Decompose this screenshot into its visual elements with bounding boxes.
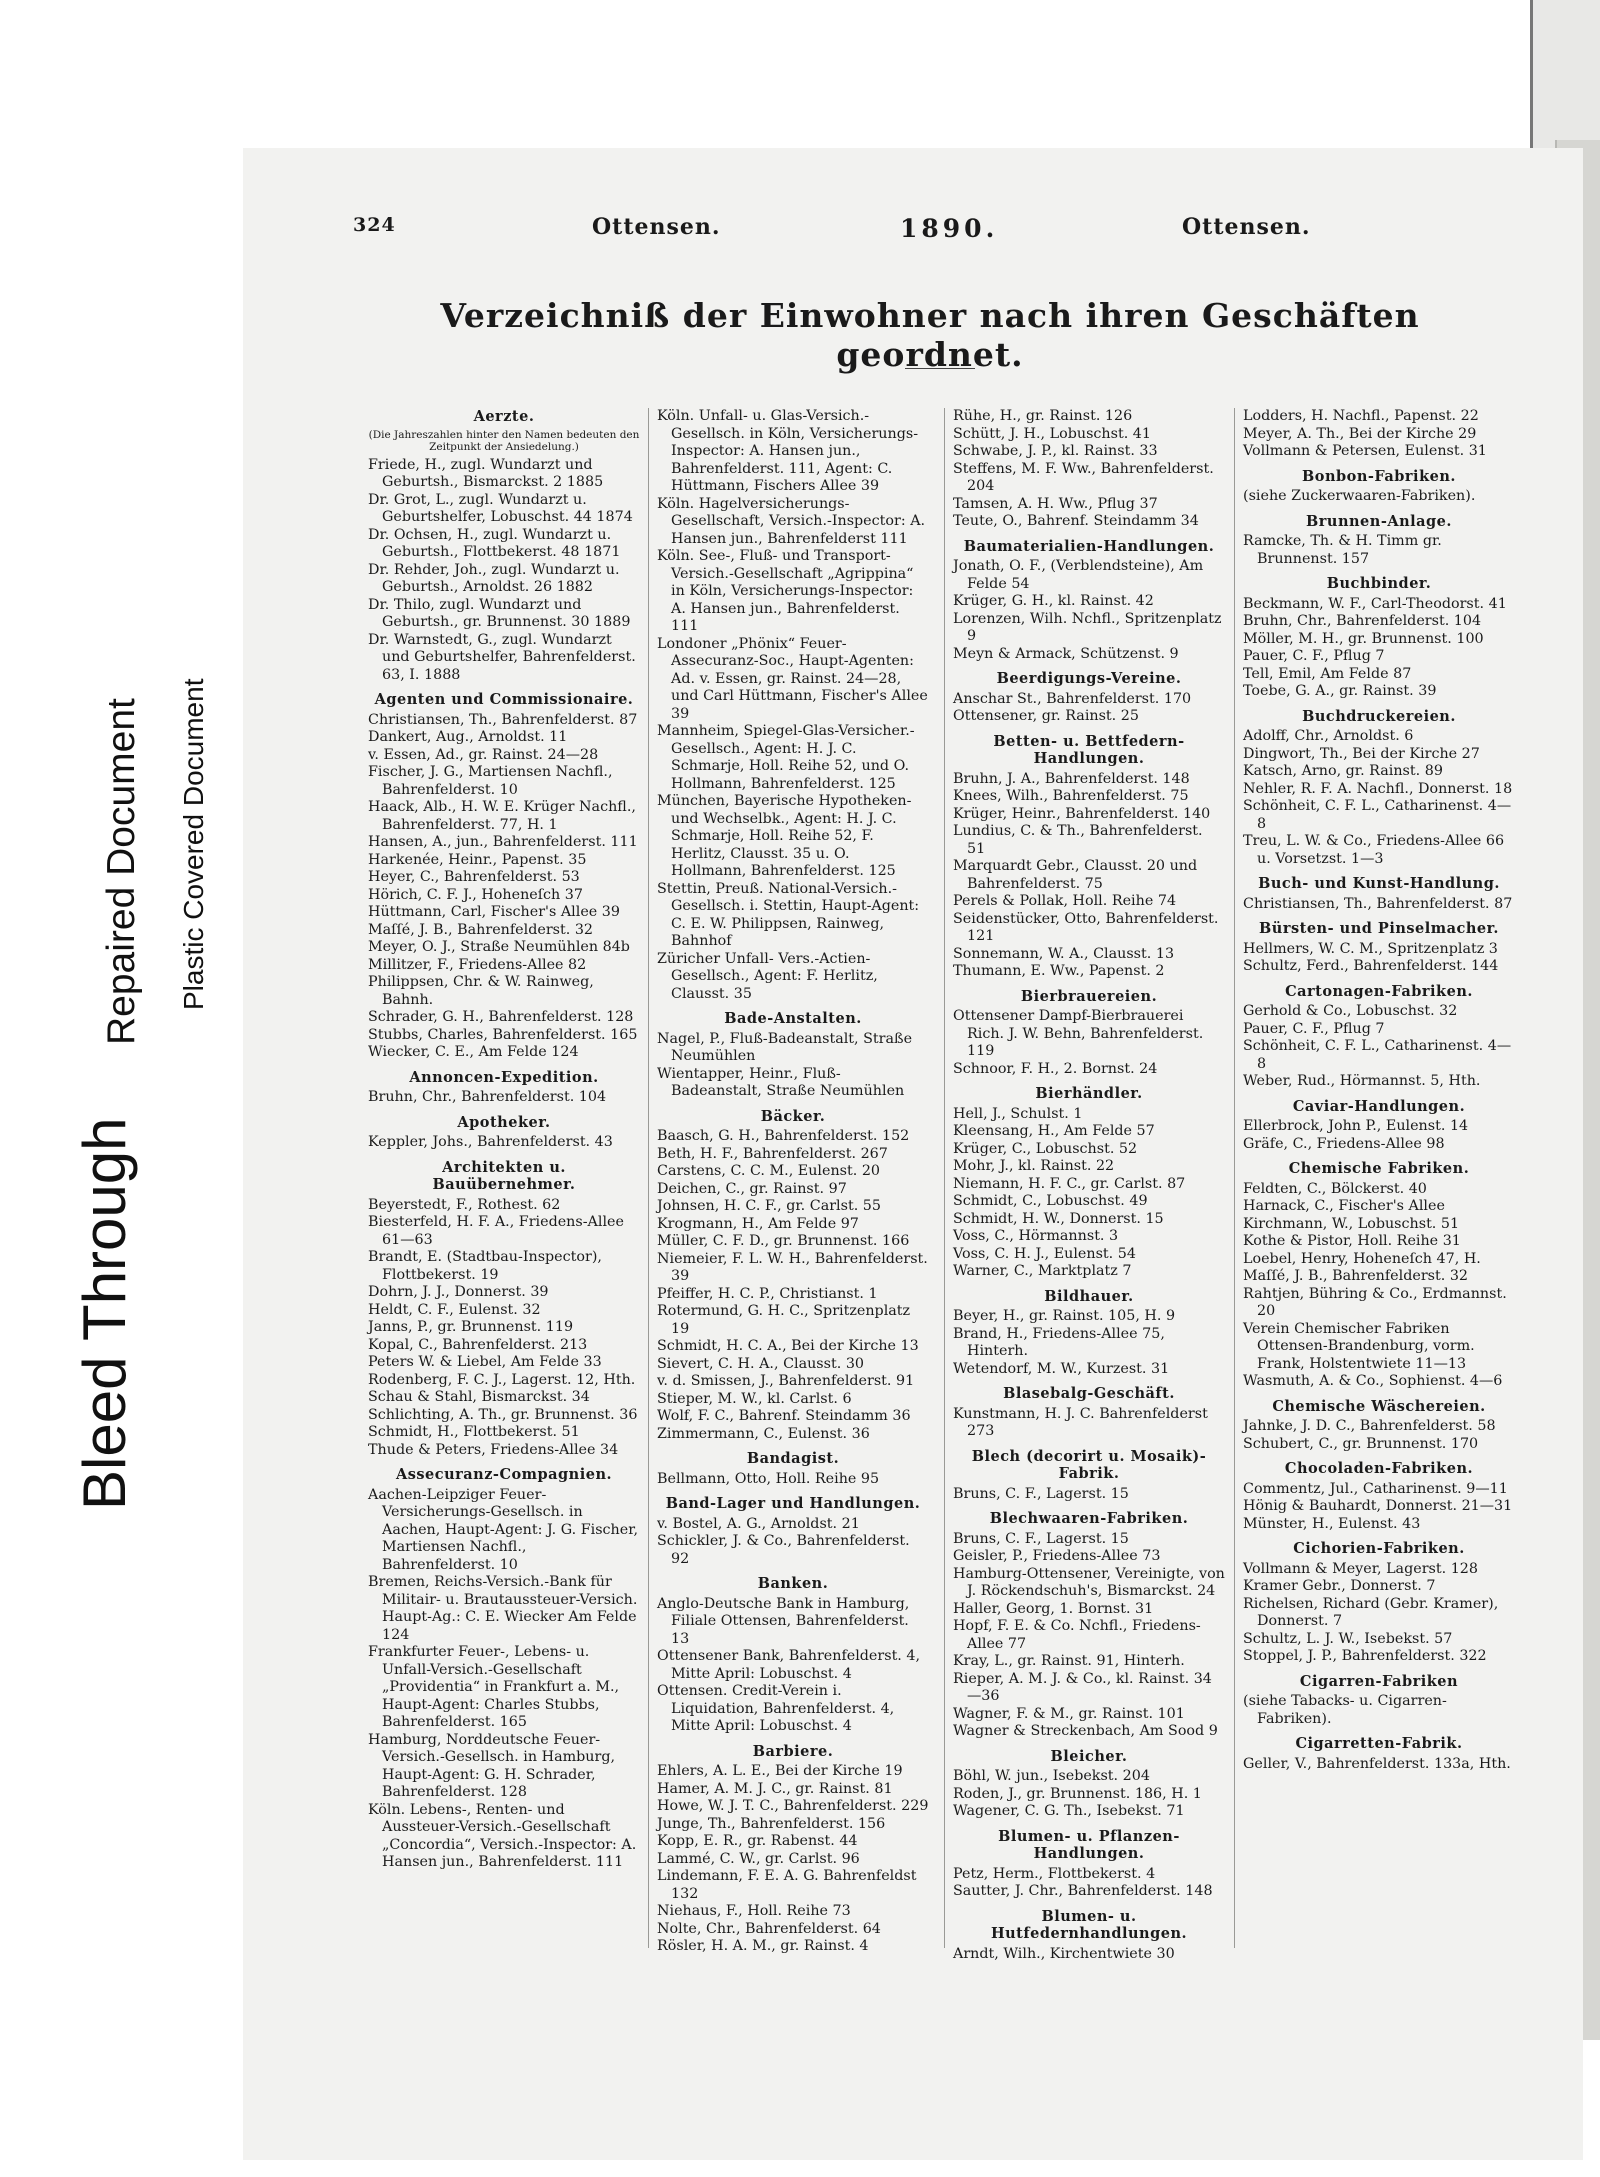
directory-entry: Schütt, J. H., Lobuschst. 41 bbox=[953, 425, 1151, 442]
column-divider bbox=[648, 408, 649, 1948]
directory-entry: Toebe, G. A., gr. Rainst. 39 bbox=[1243, 683, 1437, 699]
section-heading: Beerdigungs-Vereine. bbox=[996, 670, 1182, 687]
directory-entry: Maſſé, J. B., Bahrenfelderst. 32 bbox=[1243, 1268, 1469, 1284]
directory-entry: Kopp, E. R., gr. Rabenst. 44 bbox=[657, 1833, 858, 1849]
directory-entry: Schnoor, F. H., 2. Bornst. 24 bbox=[953, 1060, 1158, 1077]
directory-entry: Katsch, Arno, gr. Rainst. 89 bbox=[1243, 763, 1443, 779]
directory-entry: Müller, C. F. D., gr. Brunnenst. 166 bbox=[657, 1233, 910, 1249]
directory-entry: Hamburg, Norddeutsche Feuer-Versich.-Gesellsch. in Hamburg, Haupt-Agent: G. H. Schrader, Bahrenfelderst. 128 bbox=[368, 1731, 616, 1800]
section-heading: Buchdruckereien. bbox=[1302, 707, 1456, 725]
directory-entry: Kleensang, H., Am Felde 57 bbox=[953, 1123, 1155, 1139]
directory-entry: Kirchmann, W., Lobuschst. 51 bbox=[1243, 1215, 1460, 1232]
directory-entry: Dr. Rehder, Joh., zugl. Wundarzt u. Geburtsh., Arnoldst. 26 1882 bbox=[368, 561, 620, 595]
directory-entry: Ottensen. Credit-Verein i. Liquidation, Bahrenfelderst. 4, Mitte April: Lobuschst. 4 bbox=[657, 1683, 895, 1734]
section-heading: Annoncen-Expedition. bbox=[409, 1068, 599, 1086]
directory-entry: Hönig & Bauhardt, Donnerst. 21—31 bbox=[1243, 1498, 1513, 1514]
section-heading: Bierhändler. bbox=[1035, 1085, 1143, 1102]
section-heading: Bäcker. bbox=[760, 1107, 826, 1125]
section-heading: Blechwaaren-Fabriken. bbox=[989, 1510, 1189, 1527]
directory-entry: Schönheit, C. F. L., Catharinenst. 4—8 bbox=[1243, 798, 1512, 832]
directory-entry: Carstens, C. C. M., Eulenst. 20 bbox=[657, 1163, 881, 1179]
directory-entry: Hell, J., Schulst. 1 bbox=[953, 1105, 1083, 1122]
directory-column-2 bbox=[657, 408, 929, 1956]
directory-entry: Teute, O., Bahrenf. Steindamm 34 bbox=[953, 513, 1199, 529]
directory-entry: Wolf, F. C., Bahrenf. Steindamm 36 bbox=[657, 1408, 911, 1424]
section-heading: Bandagist. bbox=[746, 1450, 840, 1467]
directory-entry: Seidenstücker, Otto, Bahrenfelderst. 121 bbox=[953, 910, 1219, 944]
section-heading: Buchbinder. bbox=[1326, 575, 1432, 592]
directory-entry: Beyer, H., gr. Rainst. 105, H. 9 bbox=[953, 1308, 1176, 1324]
directory-entry: Jonath, O. F., (Verblendsteine), Am Felde 54 bbox=[953, 558, 1204, 592]
directory-entry: Wiecker, C. E., Am Felde 124 bbox=[368, 1044, 579, 1060]
page-title: Verzeichniß der Einwohner nach ihren Geschäften geordnet. bbox=[440, 296, 1420, 374]
directory-entry: Vollmann & Petersen, Eulenst. 31 bbox=[1243, 443, 1487, 459]
directory-entry: Baasch, G. H., Bahrenfelderst. 152 bbox=[657, 1128, 910, 1144]
directory-entry: Dr. Ochsen, H., zugl. Wundarzt u. Geburtsh., Flottbekerst. 48 1871 bbox=[368, 526, 621, 560]
directory-entry: Perels & Pollak, Holl. Reihe 74 bbox=[953, 893, 1177, 909]
directory-entry: Philippsen, Chr. & W. Rainweg, Bahnh. bbox=[368, 974, 594, 1008]
directory-entry: Bruns, C. F., Lagerst. 15 bbox=[953, 1530, 1129, 1547]
directory-entry: Heldt, C. F., Eulenst. 32 bbox=[368, 1301, 541, 1318]
directory-entry: Kothe & Pistor, Holl. Reihe 31 bbox=[1243, 1233, 1461, 1249]
directory-entry: Fischer, J. G., Martiensen Nachfl., Bahrenfelderst. 10 bbox=[368, 764, 613, 798]
directory-entry: Lammé, C. W., gr. Carlst. 96 bbox=[657, 1850, 860, 1867]
directory-entry: Köln. Hagelversicherungs-Gesellschaft, Versich.-Inspector: A. Hansen jun., Bahrenfelderst 111 bbox=[657, 495, 926, 547]
directory-entry: Meyn & Armack, Schützenst. 9 bbox=[953, 645, 1179, 662]
title-rule bbox=[905, 368, 975, 369]
directory-entry: Möller, M. H., gr. Brunnenst. 100 bbox=[1243, 630, 1484, 647]
directory-entry: Köln. Unfall- u. Glas-Versich.-Gesellsch. in Köln, Versicherungs-Inspector: A. Hansen jun., Bahrenfelderst. 111, Agent: C. Hüttmann, Fischers Allee 39 bbox=[657, 408, 919, 494]
directory-entry: Nolte, Chr., Bahrenfelderst. 64 bbox=[657, 1920, 881, 1937]
directory-entry: Roden, J., gr. Brunnenst. 186, H. 1 bbox=[953, 1785, 1202, 1802]
directory-entry: Krüger, Heinr., Bahrenfelderst. 140 bbox=[953, 805, 1211, 822]
directory-entry: Bruhn, Chr., Bahrenfelderst. 104 bbox=[368, 1089, 607, 1105]
directory-entry: Maſſé, J. B., Bahrenfelderst. 32 bbox=[368, 921, 594, 938]
book-binding-edge bbox=[1530, 0, 1600, 150]
directory-entry: Niehaus, F., Holl. Reihe 73 bbox=[657, 1903, 851, 1919]
directory-entry: Schau & Stahl, Bismarckst. 34 bbox=[368, 1389, 590, 1405]
directory-entry: Böhl, W. jun., Isebekst. 204 bbox=[953, 1768, 1150, 1784]
directory-entry: Sievert, C. H. A., Clausst. 30 bbox=[657, 1355, 865, 1372]
directory-entry: Knees, Wilh., Bahrenfelderst. 75 bbox=[953, 788, 1189, 804]
directory-entry: Züricher Unfall- Vers.-Actien-Gesellsch., Agent: F. Herlitz, Clausst. 35 bbox=[657, 950, 878, 1002]
section-heading: Chemische Fabriken. bbox=[1288, 1160, 1470, 1177]
directory-entry: Niemann, H. F. C., gr. Carlst. 87 bbox=[953, 1175, 1186, 1192]
running-head-right: Ottensen. bbox=[1182, 214, 1311, 240]
directory-entry: Köln. Lebens-, Renten- und Aussteuer-Versich.-Gesellschaft „Concordia“, Versich.-Inspector: A. Hansen jun., Bahrenfelderst. 111 bbox=[368, 1801, 637, 1870]
directory-entry: Thude & Peters, Friedens-Allee 34 bbox=[368, 1441, 619, 1458]
directory-entry: Biesterfeld, H. F. A., Friedens-Allee 61—63 bbox=[368, 1214, 624, 1248]
directory-entry: Geisler, P., Friedens-Allee 73 bbox=[953, 1548, 1161, 1564]
section-heading: Architekten u. Bauübernehmer. bbox=[432, 1158, 576, 1193]
directory-column-1 bbox=[368, 408, 640, 1872]
directory-entry: Wagener, C. G. Th., Isebekst. 71 bbox=[953, 1803, 1185, 1819]
section-heading: Bildhauer. bbox=[1044, 1287, 1134, 1305]
directory-entry: Schmidt, H., Flottbekerst. 51 bbox=[368, 1424, 580, 1440]
directory-entry: (siehe Zuckerwaaren-Fabriken). bbox=[1243, 488, 1476, 504]
directory-entry: Warner, C., Marktplatz 7 bbox=[953, 1263, 1132, 1279]
directory-entry: Adolff, Chr., Arnoldst. 6 bbox=[1243, 728, 1414, 744]
directory-entry: Dr. Warnstedt, G., zugl. Wundarzt und Geburtshelfer, Bahrenfelderst. 63, I. 1888 bbox=[368, 631, 636, 683]
directory-entry: Haller, Georg, 1. Bornst. 31 bbox=[953, 1600, 1154, 1617]
directory-entry: v. d. Smissen, J., Bahrenfelderst. 91 bbox=[657, 1373, 915, 1389]
section-heading: Agenten und Commissionaire. bbox=[374, 691, 634, 708]
directory-column-4 bbox=[1243, 408, 1515, 1773]
directory-entry: Wagner & Streckenbach, Am Sood 9 bbox=[953, 1723, 1218, 1739]
directory-entry: Krüger, C., Lobuschst. 52 bbox=[953, 1140, 1138, 1157]
directory-entry: Nagel, P., Fluß-Badeanstalt, Straße Neumühlen bbox=[657, 1030, 913, 1064]
directory-entry: Münster, H., Eulenst. 43 bbox=[1243, 1515, 1421, 1532]
directory-entry: Anschar St., Bahrenfelderst. 170 bbox=[953, 690, 1192, 707]
directory-entry: Hörich, C. F. J., Hoheneſch 37 bbox=[368, 886, 583, 903]
directory-entry: Peters W. & Liebel, Am Felde 33 bbox=[368, 1354, 602, 1370]
directory-entry: Jahnke, J. D. C., Bahrenfelderst. 58 bbox=[1243, 1418, 1496, 1434]
section-heading: Assecuranz-Compagnien. bbox=[395, 1466, 613, 1483]
directory-entry: Beth, H. F., Bahrenfelderst. 267 bbox=[657, 1145, 888, 1162]
plastic-covered-label: Plastic Covered Document bbox=[178, 678, 209, 1010]
directory-entry: Schultz, Ferd., Bahrenfelderst. 144 bbox=[1243, 958, 1499, 974]
directory-entry: Brandt, E. (Stadtbau-Inspector), Flottbekerst. 19 bbox=[368, 1249, 602, 1283]
directory-entry: Schlichting, A. Th., gr. Brunnenst. 36 bbox=[368, 1406, 638, 1423]
directory-entry: Schickler, J. & Co., Bahrenfelderst. 92 bbox=[657, 1533, 910, 1567]
directory-entry: Dingwort, Th., Bei der Kirche 27 bbox=[1243, 745, 1480, 762]
directory-entry: Schmidt, H. W., Donnerst. 15 bbox=[953, 1210, 1164, 1227]
running-head-year: 1890. bbox=[900, 214, 999, 243]
directory-entry: Wetendorf, M. W., Kurzest. 31 bbox=[953, 1360, 1170, 1377]
directory-entry: Kunstmann, H. J. C. Bahrenfelderst 273 bbox=[953, 1405, 1208, 1439]
directory-entry: Howe, W. J. T. C., Bahrenfelderst. 229 bbox=[657, 1798, 929, 1814]
directory-entry: Krogmann, H., Am Felde 97 bbox=[657, 1215, 859, 1232]
directory-entry: Rieper, A. M. J. & Co., kl. Rainst. 34—36 bbox=[953, 1670, 1212, 1704]
directory-entry: Dr. Thilo, zugl. Wundarzt und Geburtsh., gr. Brunnenst. 30 1889 bbox=[368, 596, 631, 630]
directory-entry: Hüttmann, Carl, Fischer's Allee 39 bbox=[368, 904, 620, 920]
directory-entry: Voss, C. H. J., Eulenst. 54 bbox=[953, 1245, 1136, 1262]
directory-entry: Hamburg-Ottensener, Vereinigte, von J. Röckendschuh's, Bismarckst. 24 bbox=[953, 1565, 1225, 1599]
directory-entry: Petz, Herm., Flottbekerst. 4 bbox=[953, 1865, 1156, 1882]
directory-entry: Schrader, G. H., Bahrenfelderst. 128 bbox=[368, 1009, 634, 1025]
directory-entry: Brand, H., Friedens-Allee 75, Hinterh. bbox=[953, 1325, 1165, 1359]
section-heading: Apotheker. bbox=[457, 1113, 551, 1131]
directory-entry: Schmidt, H. C. A., Bei der Kirche 13 bbox=[657, 1338, 919, 1354]
section-heading: Blech (decorirt u. Mosaik)-Fabrik. bbox=[971, 1447, 1207, 1482]
directory-entry: Anglo-Deutsche Bank in Hamburg, Filiale Ottensen, Bahrenfelderst. 13 bbox=[657, 1595, 910, 1647]
directory-entry: Dankert, Aug., Arnoldst. 11 bbox=[368, 729, 568, 745]
directory-entry: Sautter, J. Chr., Bahrenfelderst. 148 bbox=[953, 1883, 1213, 1899]
directory-entry: Meyer, O. J., Straße Neumühlen 84b bbox=[368, 939, 630, 955]
directory-entry: Geller, V., Bahrenfelderst. 133a, Hth. bbox=[1243, 1755, 1511, 1772]
section-heading: Baumaterialien-Handlungen. bbox=[963, 537, 1215, 555]
directory-entry: Hellmers, W. C. M., Spritzenplatz 3 bbox=[1243, 940, 1498, 957]
directory-entry: Bruhn, Chr., Bahrenfelderst. 104 bbox=[1243, 613, 1482, 629]
directory-entry: Bruns, C. F., Lagerst. 15 bbox=[953, 1485, 1129, 1502]
section-heading: Blasebalg-Geschäft. bbox=[1003, 1385, 1175, 1402]
directory-entry: Schönheit, C. F. L., Catharinenst. 4—8 bbox=[1243, 1038, 1512, 1072]
directory-entry: Millitzer, F., Friedens-Allee 82 bbox=[368, 956, 587, 973]
section-heading: Cichorien-Fabriken. bbox=[1293, 1540, 1465, 1557]
directory-entry: Schubert, C., gr. Brunnenst. 170 bbox=[1243, 1435, 1479, 1452]
directory-entry: Stettin, Preuß. National-Versich.-Gesellsch. i. Stettin, Haupt-Agent: C. E. W. Philippsen, Rainweg, Bahnhof bbox=[657, 880, 920, 949]
section-heading: Banken. bbox=[757, 1575, 829, 1592]
directory-entry: Schultz, L. J. W., Isebekst. 57 bbox=[1243, 1630, 1453, 1647]
directory-entry: Wagner, F. & M., gr. Rainst. 101 bbox=[953, 1705, 1185, 1722]
directory-entry: Schmidt, C., Lobuschst. 49 bbox=[953, 1193, 1148, 1209]
directory-entry: Junge, Th., Bahrenfelderst. 156 bbox=[657, 1815, 886, 1832]
directory-entry: (siehe Tabacks- u. Cigarren-Fabriken). bbox=[1243, 1693, 1447, 1727]
directory-entry: Ellerbrock, John P., Eulenst. 14 bbox=[1243, 1118, 1469, 1134]
directory-entry: Pauer, C. F., Pflug 7 bbox=[1243, 1020, 1385, 1037]
directory-entry: Beyerstedt, F., Rothest. 62 bbox=[368, 1196, 561, 1213]
page-number: 324 bbox=[353, 214, 396, 236]
directory-entry: Loebel, Henry, Hoheneſch 47, H. bbox=[1243, 1250, 1481, 1267]
section-heading: Cigarretten-Fabrik. bbox=[1295, 1735, 1463, 1752]
section-heading: Bierbrauereien. bbox=[1020, 987, 1158, 1005]
directory-entry: Rühe, H., gr. Rainst. 126 bbox=[953, 408, 1133, 424]
section-heading: Chocoladen-Fabriken. bbox=[1284, 1460, 1474, 1477]
directory-entry: Hansen, A., jun., Bahrenfelderst. 111 bbox=[368, 834, 638, 850]
directory-entry: Haack, Alb., H. W. E. Krüger Nachfl., Bahrenfelderst. 77, H. 1 bbox=[368, 799, 636, 833]
directory-entry: Gerhold & Co., Lobuschst. 32 bbox=[1243, 1003, 1458, 1019]
directory-entry: Marquardt Gebr., Clausst. 20 und Bahrenfelderst. 75 bbox=[953, 858, 1198, 892]
section-heading: Caviar-Handlungen. bbox=[1292, 1097, 1466, 1115]
directory-entry: Lindemann, F. E. A. G. Bahrenfeldst 132 bbox=[657, 1868, 917, 1902]
directory-entry: Bremen, Reichs-Versich.-Bank für Militair- u. Brautaussteuer-Versich. Haupt-Ag.: C. E. Wiecker Am Felde 124 bbox=[368, 1574, 638, 1643]
directory-entry: Janns, P., gr. Brunnenst. 119 bbox=[368, 1319, 574, 1335]
directory-entry: Commentz, Jul., Catharinenst. 9—11 bbox=[1243, 1480, 1508, 1497]
directory-entry: Mannheim, Spiegel-Glas-Versicher.-Gesellsch., Agent: H. J. C. Schmarje, Holl. Reihe 52, und O. Hollmann, Bahrenfelderst. 125 bbox=[657, 723, 915, 792]
section-heading: Cartonagen-Fabriken. bbox=[1285, 982, 1473, 1000]
directory-entry: Lundius, C. & Th., Bahrenfelderst. 51 bbox=[953, 823, 1203, 857]
directory-entry: Wasmuth, A. & Co., Sophienst. 4—6 bbox=[1243, 1373, 1503, 1389]
directory-entry: Thumann, E. Ww., Papenst. 2 bbox=[953, 963, 1165, 979]
section-heading: Bade-Anstalten. bbox=[724, 1010, 862, 1027]
directory-entry: Niemeier, F. L. W. H., Bahrenfelderst. 39 bbox=[657, 1250, 928, 1284]
directory-column-3 bbox=[953, 408, 1225, 1963]
directory-entry: Wientapper, Heinr., Fluß-Badeanstalt, Straße Neumühlen bbox=[657, 1065, 905, 1099]
directory-entry: Treu, L. W. & Co., Friedens-Allee 66 u. Vorsetzst. 1—3 bbox=[1243, 833, 1505, 867]
section-heading: Chemische Wäschereien. bbox=[1272, 1397, 1486, 1415]
column-divider bbox=[944, 408, 945, 1948]
directory-entry: Voss, C., Hörmannst. 3 bbox=[953, 1228, 1119, 1244]
section-heading: Bonbon-Fabriken. bbox=[1302, 467, 1456, 485]
directory-entry: Rotermund, G. H. C., Spritzenplatz 19 bbox=[657, 1303, 911, 1337]
directory-entry: Hamer, A. M. J. C., gr. Rainst. 81 bbox=[657, 1780, 893, 1797]
directory-entry: Hopf, F. E. & Co. Nchfl., Friedens-Allee 77 bbox=[953, 1618, 1201, 1652]
bleed-through-label: Bleed Through bbox=[71, 1117, 138, 1510]
section-heading: Bleicher. bbox=[1050, 1747, 1128, 1765]
directory-entry: Schwabe, J. P., kl. Rainst. 33 bbox=[953, 443, 1158, 459]
directory-entry: Mohr, J., kl. Rainst. 22 bbox=[953, 1158, 1115, 1174]
directory-entry: Kramer Gebr., Donnerst. 7 bbox=[1243, 1578, 1436, 1594]
directory-entry: Ehlers, A. L. E., Bei der Kirche 19 bbox=[657, 1763, 903, 1779]
directory-entry: Lorenzen, Wilh. Nchfl., Spritzenplatz 9 bbox=[953, 610, 1222, 644]
directory-entry: Bellmann, Otto, Holl. Reihe 95 bbox=[657, 1470, 880, 1487]
directory-entry: Bruhn, J. A., Bahrenfelderst. 148 bbox=[953, 770, 1190, 787]
section-heading: Brunnen-Anlage. bbox=[1306, 512, 1452, 530]
directory-entry: Lodders, H. Nachfl., Papenst. 22 bbox=[1243, 408, 1479, 424]
directory-entry: Ramcke, Th. & H. Timm gr. Brunnenst. 157 bbox=[1243, 533, 1442, 567]
directory-entry: Pauer, C. F., Pflug 7 bbox=[1243, 648, 1385, 664]
directory-entry: Deichen, C., gr. Rainst. 97 bbox=[657, 1180, 847, 1197]
directory-entry: Arndt, Wilh., Kirchentwiete 30 bbox=[953, 1945, 1175, 1962]
directory-entry: Stoppel, J. P., Bahrenfelderst. 322 bbox=[1243, 1648, 1487, 1664]
directory-entry: v. Bostel, A. G., Arnoldst. 21 bbox=[657, 1515, 860, 1532]
directory-entry: Rahtjen, Bühring & Co., Erdmannst. 20 bbox=[1243, 1285, 1507, 1319]
directory-entry: Verein Chemischer Fabriken Ottensen-Brandenburg, vorm. Frank, Holstentwiete 11—13 bbox=[1243, 1320, 1475, 1372]
directory-entry: Nehler, R. F. A. Nachfl., Donnerst. 18 bbox=[1243, 780, 1513, 797]
directory-entry: Heyer, C., Bahrenfelderst. 53 bbox=[368, 869, 580, 885]
section-heading: Buch- und Kunst-Handlung. bbox=[1258, 875, 1500, 892]
section-heading: Band-Lager und Handlungen. bbox=[665, 1495, 921, 1512]
section-heading: Bürsten- und Pinselmacher. bbox=[1259, 920, 1499, 937]
directory-entry: Köln. See-, Fluß- und Transport-Versich.-Gesellschaft „Agrippina“ in Köln, Versicherungs-Inspector: A. Hansen jun., Bahrenfelderst. 111 bbox=[657, 548, 914, 634]
directory-entry: v. Essen, Ad., gr. Rainst. 24—28 bbox=[368, 746, 599, 763]
directory-entry: Beckmann, W. F., Carl-Theodorst. 41 bbox=[1243, 595, 1507, 612]
directory-entry: Christiansen, Th., Bahrenfelderst. 87 bbox=[368, 711, 638, 728]
directory-entry: Meyer, A. Th., Bei der Kirche 29 bbox=[1243, 425, 1477, 442]
section-heading: Blumen- u. Hutfedernhandlungen. bbox=[990, 1907, 1188, 1942]
directory-entry: Dr. Grot, L., zugl. Wundarzt u. Geburtshelfer, Lobuschst. 44 1874 bbox=[368, 491, 633, 525]
directory-entry: Londoner „Phönix“ Feuer-Assecuranz-Soc., Haupt-Agenten: Ad. v. Essen, gr. Rainst. 24—28, und Carl Hüttmann, Fischer's Allee 39 bbox=[657, 635, 928, 722]
directory-entry: Frankfurter Feuer-, Lebens- u. Unfall-Versich.-Gesellschaft „Providentia“ in Frankfurt a. M., Haupt-Agent: Charles Stubbs, Bahrenfelderst. 165 bbox=[368, 1644, 620, 1730]
directory-entry: Sonnemann, W. A., Clausst. 13 bbox=[953, 945, 1175, 962]
directory-entry: Johnsen, H. C. F., gr. Carlst. 55 bbox=[657, 1198, 881, 1214]
section-heading: Barbiere. bbox=[752, 1742, 834, 1760]
section-heading: Aerzte. bbox=[473, 408, 535, 425]
directory-entry: Stieper, M. W., kl. Carlst. 6 bbox=[657, 1390, 852, 1407]
section-note: (Die Jahreszahlen hinter den Namen bedeuten den Zeitpunkt der Ansiedelung.) bbox=[368, 428, 640, 453]
directory-entry: Harkenée, Heinr., Papenst. 35 bbox=[368, 851, 587, 868]
directory-entry: Richelsen, Richard (Gebr. Kramer), Donnerst. 7 bbox=[1243, 1595, 1499, 1629]
running-head-left: Ottensen. bbox=[592, 214, 721, 240]
directory-entry: Rodenberg, F. C. J., Lagerst. 12, Hth. bbox=[368, 1371, 636, 1388]
directory-entry: Friede, H., zugl. Wundarzt und Geburtsh., Bismarckst. 2 1885 bbox=[368, 456, 604, 490]
directory-entry: Rösler, H. A. M., gr. Rainst. 4 bbox=[657, 1938, 869, 1954]
directory-entry: Kray, L., gr. Rainst. 91, Hinterh. bbox=[953, 1653, 1185, 1669]
directory-entry: Kopal, C., Bahrenfelderst. 213 bbox=[368, 1336, 588, 1353]
directory-entry: Pfeiffer, H. C. P., Christianst. 1 bbox=[657, 1285, 878, 1302]
column-divider bbox=[1234, 408, 1235, 1948]
directory-entry: Zimmermann, C., Eulenst. 36 bbox=[657, 1425, 870, 1442]
repaired-document-label: Repaired Document bbox=[100, 698, 143, 1045]
directory-entry: Ottensener, gr. Rainst. 25 bbox=[953, 708, 1139, 724]
section-heading: Blumen- u. Pflanzen-Handlungen. bbox=[998, 1827, 1180, 1862]
directory-entry: München, Bayerische Hypotheken- und Wechselbk., Agent: H. J. C. Schmarje, Holl. Reihe 52, F. Herlitz, Clausst. 35 u. O. Hollmann, Bahrenfelderst. 125 bbox=[657, 793, 912, 879]
directory-entry: Weber, Rud., Hörmannst. 5, Hth. bbox=[1243, 1073, 1481, 1089]
directory-entry: Krüger, G. H., kl. Rainst. 42 bbox=[953, 593, 1154, 609]
directory-entry: Gräfe, C., Friedens-Allee 98 bbox=[1243, 1135, 1445, 1152]
directory-entry: Tell, Emil, Am Felde 87 bbox=[1243, 665, 1412, 682]
directory-entry: Ottensener Dampf-Bierbrauerei Rich. J. W. Behn, Bahrenfelderst. 119 bbox=[953, 1008, 1204, 1059]
directory-entry: Dohrn, J. J., Donnerst. 39 bbox=[368, 1284, 549, 1300]
section-heading: Cigarren-Fabriken bbox=[1299, 1672, 1459, 1690]
directory-entry: Keppler, Johs., Bahrenfelderst. 43 bbox=[368, 1134, 613, 1150]
directory-entry: Tamsen, A. H. Ww., Pflug 37 bbox=[953, 495, 1158, 512]
directory-entry: Ottensener Bank, Bahrenfelderst. 4, Mitte April: Lobuschst. 4 bbox=[657, 1648, 921, 1682]
directory-entry: Vollmann & Meyer, Lagerst. 128 bbox=[1243, 1560, 1478, 1577]
directory-entry: Steffens, M. F. Ww., Bahrenfelderst. 204 bbox=[953, 460, 1214, 494]
directory-entry: Feldten, C., Bölckerst. 40 bbox=[1243, 1180, 1427, 1197]
section-heading: Betten- u. Bettfedern-Handlungen. bbox=[993, 732, 1185, 767]
directory-entry: Aachen-Leipziger Feuer-Versicherungs-Gesellsch. in Aachen, Haupt-Agent: J. G. Fischer, Martiensen Nachfl., Bahrenfelderst. 10 bbox=[368, 1486, 639, 1573]
directory-entry: Stubbs, Charles, Bahrenfelderst. 165 bbox=[368, 1026, 638, 1043]
directory-entry: Harnack, C., Fischer's Allee bbox=[1243, 1198, 1445, 1214]
directory-entry: Christiansen, Th., Bahrenfelderst. 87 bbox=[1243, 895, 1513, 912]
